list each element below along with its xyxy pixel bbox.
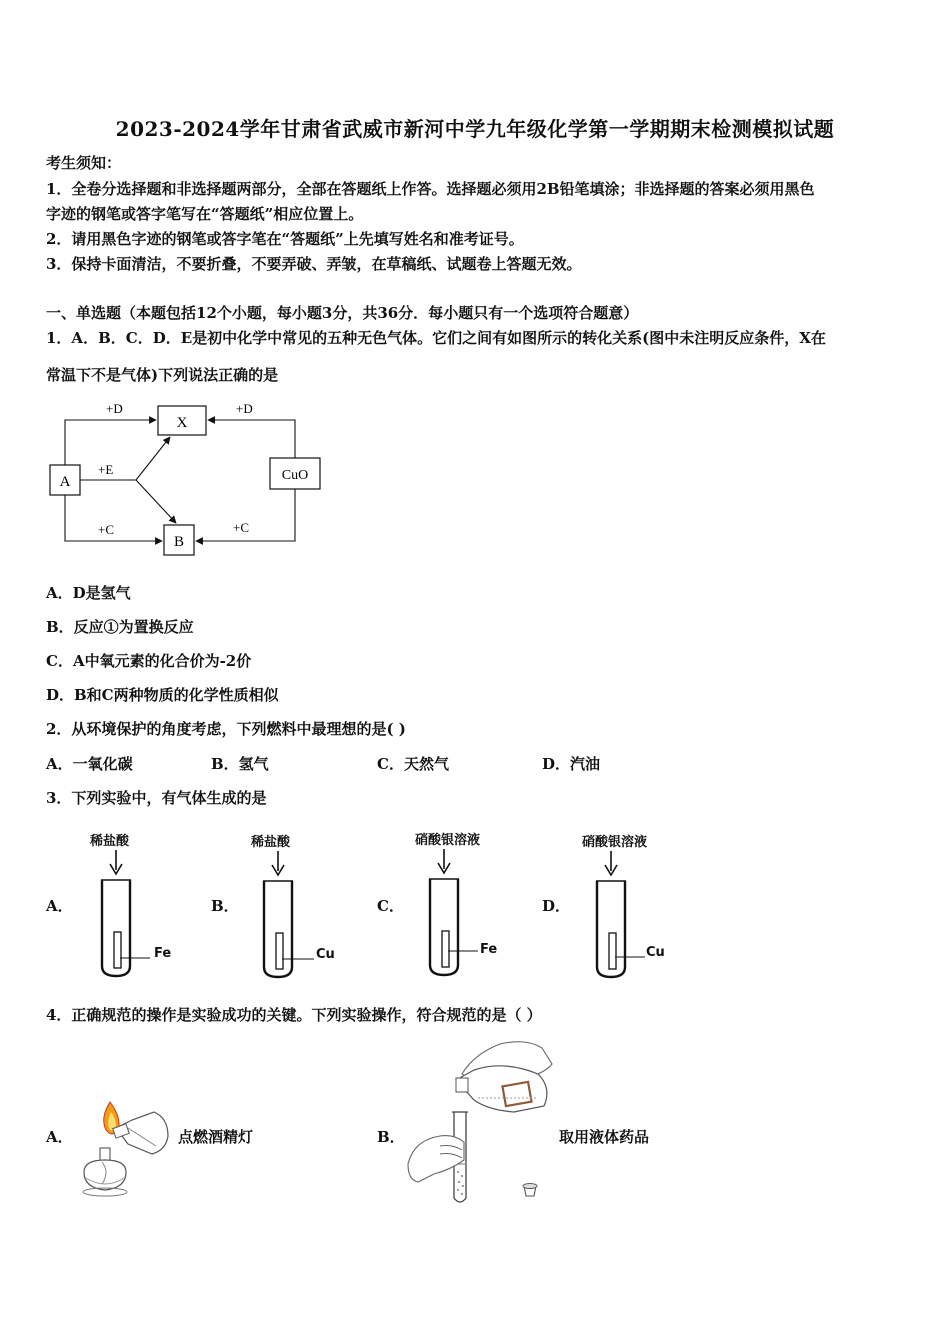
q3-c-test-tube: [424, 847, 504, 979]
metal-strip: [276, 933, 283, 969]
q4-option-b-letter: B．: [377, 1128, 405, 1146]
notice-item: 字迹的钢笔或答字笔写在“答题纸”相应位置上。: [46, 205, 364, 223]
q1-option-b: B．反应①为置换反应: [46, 618, 194, 636]
q2-option-d: D．汽油: [542, 755, 601, 773]
label-plus-c-left: +C: [98, 522, 115, 537]
q3-a-reagent: 稀盐酸: [90, 834, 130, 849]
q3-b-reagent: 稀盐酸: [251, 835, 291, 850]
q1-option-a: A．D是氢气: [46, 584, 131, 602]
q4-option-a-letter: A．: [46, 1128, 73, 1146]
q3-d-metal: Cu: [646, 945, 665, 960]
question-4-stem: 4．正确规范的操作是实验成功的关键。下列实验操作，符合规范的是（ ）: [46, 1006, 542, 1024]
q4-b-pouring-liquid-illustration: [404, 1034, 560, 1206]
q2-option-a: A．一氧化碳: [46, 755, 133, 773]
section-heading: 一、单选题（本题包括12个小题，每小题3分，共36分．每小题只有一个选项符合题意）: [46, 304, 639, 322]
q2-option-b: B．氢气: [211, 755, 269, 773]
notice-item: 2．请用黑色字迹的钢笔或答字笔在“答题纸”上先填写姓名和准考证号。: [46, 230, 524, 248]
label-plus-d-left: +D: [106, 401, 123, 416]
q3-c-metal: Fe: [480, 942, 498, 957]
exam-title: 2023-2024学年甘肃省武威市新河中学九年级化学第一学期期末检测模拟试题: [115, 117, 835, 141]
q3-b-metal: Cu: [316, 947, 335, 962]
q3-c-reagent: 硝酸银溶液: [415, 833, 481, 848]
q3-option-a-letter: A．: [46, 897, 73, 915]
question-3-stem: 3．下列实验中，有气体生成的是: [46, 789, 267, 807]
label-plus-c-right: +C: [233, 520, 250, 535]
q4-option-b-caption: 取用液体药品: [559, 1128, 650, 1146]
label-plus-e: +E: [98, 462, 114, 477]
conversion-diagram: [46, 395, 336, 565]
label-X: X: [176, 415, 188, 431]
q4-option-a-caption: 点燃酒精灯: [178, 1128, 254, 1146]
q4-a-alcohol-lamp-illustration: [76, 1098, 176, 1204]
q3-d-test-tube: [591, 849, 671, 981]
label-CuO: CuO: [281, 468, 309, 483]
q3-d-reagent: 硝酸银溶液: [582, 835, 648, 850]
q3-option-d-letter: D．: [542, 897, 571, 915]
notice-item: 3．保持卡面清洁，不要折叠，不要弄破、弄皱，在草稿纸、试题卷上答题无效。: [46, 255, 582, 273]
notice-heading: 考生须知：: [46, 154, 122, 172]
question-2-stem: 2．从环境保护的角度考虑，下列燃料中最理想的是( ): [46, 720, 406, 738]
q2-option-c: C．天然气: [377, 755, 449, 773]
label-A: A: [59, 474, 71, 490]
metal-strip: [114, 932, 121, 968]
q3-a-metal: Fe: [154, 946, 172, 961]
label-B: B: [173, 534, 185, 550]
notice-item: 1．全卷分选择题和非选择题两部分，全部在答题纸上作答。选择题必须用2B铅笔填涂；非选择题的答案必须用黑色: [46, 180, 815, 198]
label-plus-d-right: +D: [236, 401, 253, 416]
metal-strip: [609, 933, 616, 969]
q3-option-c-letter: C．: [377, 897, 404, 915]
metal-strip: [442, 931, 449, 967]
question-1-stem: 1．A．B．C．D．E是初中化学中常见的五种无色气体。它们之间有如图所示的转化关系(图中未注明反应条件，X在: [46, 329, 826, 347]
question-1-stem-cont: 常温下不是气体)下列说法正确的是: [46, 366, 279, 384]
q3-option-b-letter: B．: [211, 897, 239, 915]
q1-option-c: C．A中氧元素的化合价为-2价: [46, 652, 252, 670]
q1-option-d: D．B和C两种物质的化学性质相似: [46, 686, 279, 704]
